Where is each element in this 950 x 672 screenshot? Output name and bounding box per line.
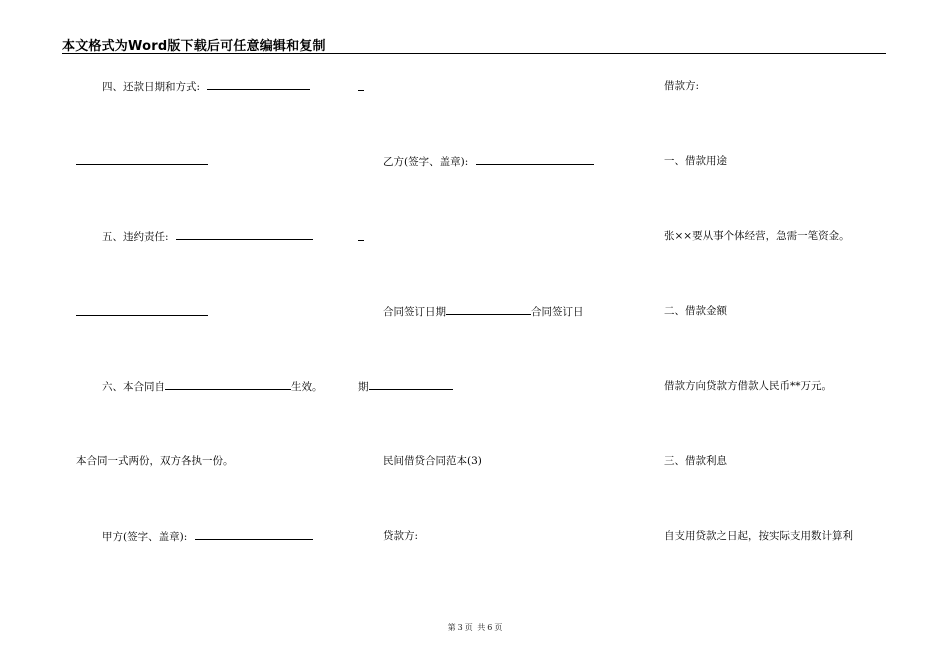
party-a-line xyxy=(102,529,313,544)
effective-date-blank xyxy=(165,379,291,390)
amount-text: 借款方向贷款方借款人民币**万元。 xyxy=(664,380,832,392)
borrower-label: 借款方: xyxy=(664,80,700,92)
breach-label: 五、违约责任: xyxy=(102,231,169,243)
purpose-heading: 一、借款用途 xyxy=(664,155,727,167)
amount-heading: 二、借款金额 xyxy=(664,305,727,317)
breach-blank-continued xyxy=(76,315,208,316)
purpose-text: 张××要从事个体经营，急需一笔资金。 xyxy=(664,230,850,242)
repayment-label: 四、还款日期和方式: xyxy=(102,81,201,93)
lender-label: 贷款方: xyxy=(383,530,419,542)
interest-heading: 三、借款利息 xyxy=(664,455,727,467)
effective-suffix: 生效。 xyxy=(291,381,323,393)
sign-date-label: 合同签订日期 xyxy=(383,306,446,318)
sign-date-line-continued xyxy=(358,379,453,394)
interest-text: 自支用贷款之日起，按实际支用数计算利 xyxy=(664,530,853,542)
breach-blank xyxy=(176,229,313,240)
footer-page-total: 6 xyxy=(487,623,493,632)
document-header-title: 本文格式为Word版下载后可任意编辑和复制 xyxy=(62,39,326,54)
header-divider xyxy=(62,53,886,54)
underscore-mark xyxy=(358,90,364,91)
sign-date-label-end: 期 xyxy=(358,381,369,393)
copies-text: 本合同一式两份，双方各执一份。 xyxy=(76,455,234,467)
sign-date-line xyxy=(383,304,584,319)
effective-line xyxy=(102,379,323,394)
party-a-label: 甲方(签字、盖章): xyxy=(102,531,188,543)
section-title-3: 民间借贷合同范本(3) xyxy=(383,455,482,467)
underscore-mark xyxy=(358,240,364,241)
footer-page-word: 第 xyxy=(447,623,456,632)
party-b-blank xyxy=(476,154,594,165)
repayment-line xyxy=(102,79,310,94)
effective-prefix: 六、本合同自 xyxy=(102,381,165,393)
page-footer xyxy=(0,622,950,633)
footer-page-unit: 页 xyxy=(464,623,473,632)
sign-date-blank-continued xyxy=(369,379,453,390)
party-b-label: 乙方(签字、盖章): xyxy=(383,156,469,168)
party-b-line xyxy=(383,154,594,169)
breach-line xyxy=(102,229,313,244)
sign-date-blank xyxy=(446,304,531,315)
sign-date-label-continued: 合同签订日 xyxy=(531,306,584,318)
repayment-blank-continued xyxy=(76,164,208,165)
footer-total-unit: 页 xyxy=(494,623,503,632)
footer-page-current: 3 xyxy=(457,623,463,632)
repayment-blank xyxy=(207,79,310,90)
footer-total-word: 共 xyxy=(477,623,486,632)
party-a-blank xyxy=(195,529,313,540)
